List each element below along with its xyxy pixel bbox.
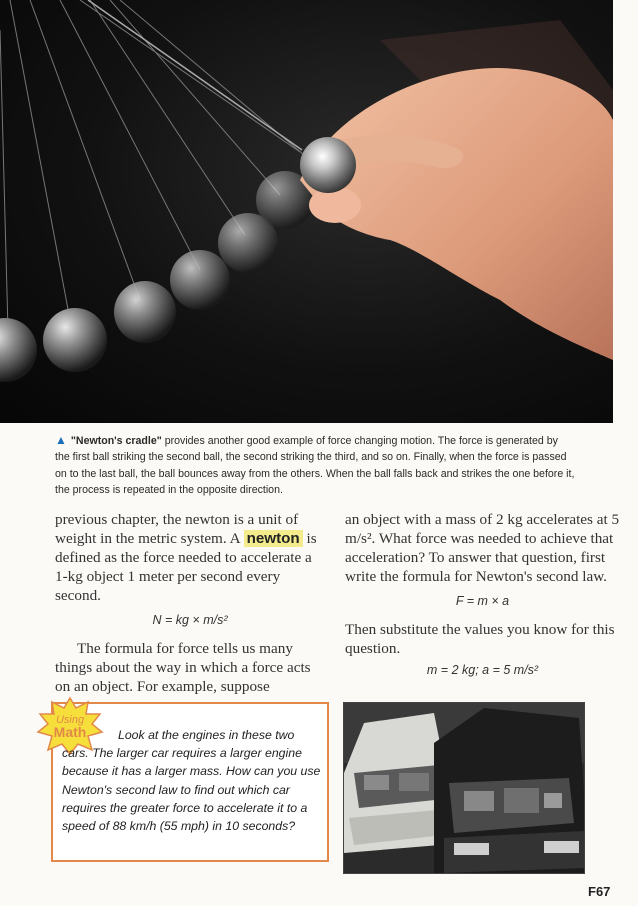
right-column: [345, 510, 620, 689]
left-para1-before: previous chapter, the newton is a unit of weight in the metric system. A: [55, 511, 299, 547]
right-paragraph-2: Then substitute the values you know for this question.: [345, 621, 615, 657]
left-paragraph-2: The formula for force tells us many things about the way in which a force acts on an object. For example, suppose: [55, 640, 311, 695]
caption-lead: "Newton's cradle": [70, 435, 162, 447]
term-newton: newton: [244, 530, 303, 547]
car-engines-photo: [343, 702, 585, 874]
formula-f-ma: F = m × a: [455, 594, 510, 608]
photo-caption: [55, 432, 575, 499]
caption-text: provides another good example of force changing motion. The force is generated by the first ball striking the second ball, the second striking the third, and so on. Finally, when the force is passed on to the last ball, the ball bounces away from the others. When the ball falls back and strikes the one before it, the process is repeated in the opposite direction.: [55, 435, 575, 497]
page-number: F67: [588, 884, 611, 899]
left-column: [55, 510, 325, 696]
left-para1-after: is defined as the force needed to accelerate a 1-kg object 1 meter per second every second.: [55, 530, 317, 604]
caption-triangle-icon: ▲: [55, 433, 67, 447]
badge-top-text: Using: [55, 714, 85, 726]
formula-values: m = 2 kg; a = 5 m/s²: [426, 663, 539, 677]
newtons-cradle-photo: [0, 0, 613, 423]
left-paragraph-1: [55, 510, 325, 605]
using-math-text: [62, 726, 324, 835]
using-math-question: Look at the engines in these two cars. The larger car requires a larger engine because it has a larger mass. How can you use Newton's second law to find out which car requires the greater force to accelerate it to a speed of 88 km/h (55 mph) in 10 seconds?: [62, 728, 321, 834]
formula-newton-units: N = kg × m/s²: [152, 613, 228, 627]
right-paragraph-1: an object with a mass of 2 kg accelerates at 5 m/s². What force was needed to achieve that acceleration? To answer that question, first write the formula for Newton's second law.: [345, 511, 620, 585]
badge-bottom-text: Math: [53, 724, 87, 740]
